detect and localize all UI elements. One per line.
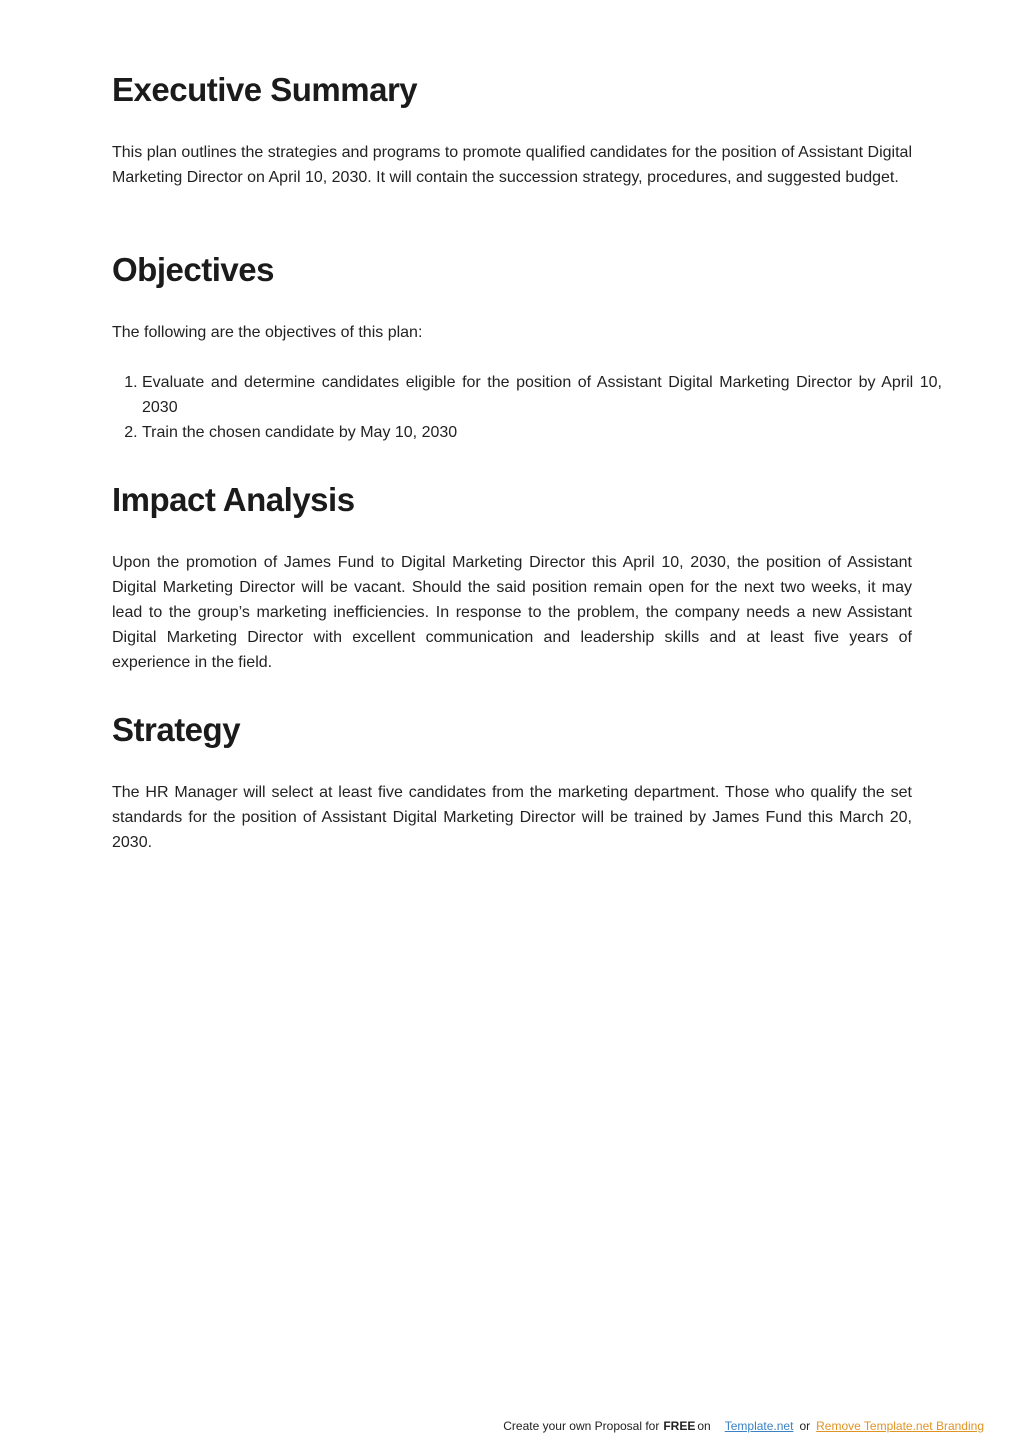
strategy-paragraph: The HR Manager will select at least five candidates from the marketing department. Those who qualify the set standards for the position of Assistant Digital Marketing Director will be trained by James Fund this March 20, 2030. bbox=[112, 784, 912, 851]
template-net-link[interactable]: Template.net bbox=[724, 1419, 794, 1433]
footer-or-text: or bbox=[799, 1419, 811, 1433]
objectives-intro: The following are the objectives of this plan: bbox=[112, 324, 423, 341]
strategy-heading: Strategy bbox=[112, 711, 241, 748]
list-item: 2. Train the chosen candidate by May 10, 2030 bbox=[142, 420, 942, 445]
footer-on-text: on bbox=[697, 1419, 711, 1433]
objectives-heading: Objectives bbox=[112, 251, 274, 288]
footer-free-text: FREE bbox=[663, 1419, 696, 1433]
list-item: 1. Evaluate and determine candidates eligible for the position of Assistant Digital Marketing Director by April 10, 2030 bbox=[142, 370, 942, 420]
impact-analysis-paragraph: Upon the promotion of James Fund to Digital Marketing Director this April 10, 2030, the position of Assistant Digital Marketing Director will be vacant. Should the said position remain open for the next two weeks, it may lead to the group’s marketing inefficiencies. In response to the problem, the company needs a new Assistant Digital Marketing Director with excellent communication and leadership skills and at least five years of experience in the field. bbox=[112, 554, 912, 671]
objectives-list bbox=[112, 370, 942, 445]
footer-prefix-text: Create your own Proposal for bbox=[503, 1419, 660, 1433]
remove-branding-link[interactable]: Remove Template.net Branding bbox=[816, 1419, 984, 1433]
footer-branding bbox=[503, 1414, 984, 1438]
executive-summary-heading: Executive Summary bbox=[112, 71, 418, 108]
impact-analysis-heading: Impact Analysis bbox=[112, 481, 355, 518]
executive-summary-paragraph: This plan outlines the strategies and programs to promote qualified candidates for the position of Assistant Digital Marketing Director on April 10, 2030. It will contain the succession strategy, procedures, and suggested budget. bbox=[112, 144, 912, 186]
